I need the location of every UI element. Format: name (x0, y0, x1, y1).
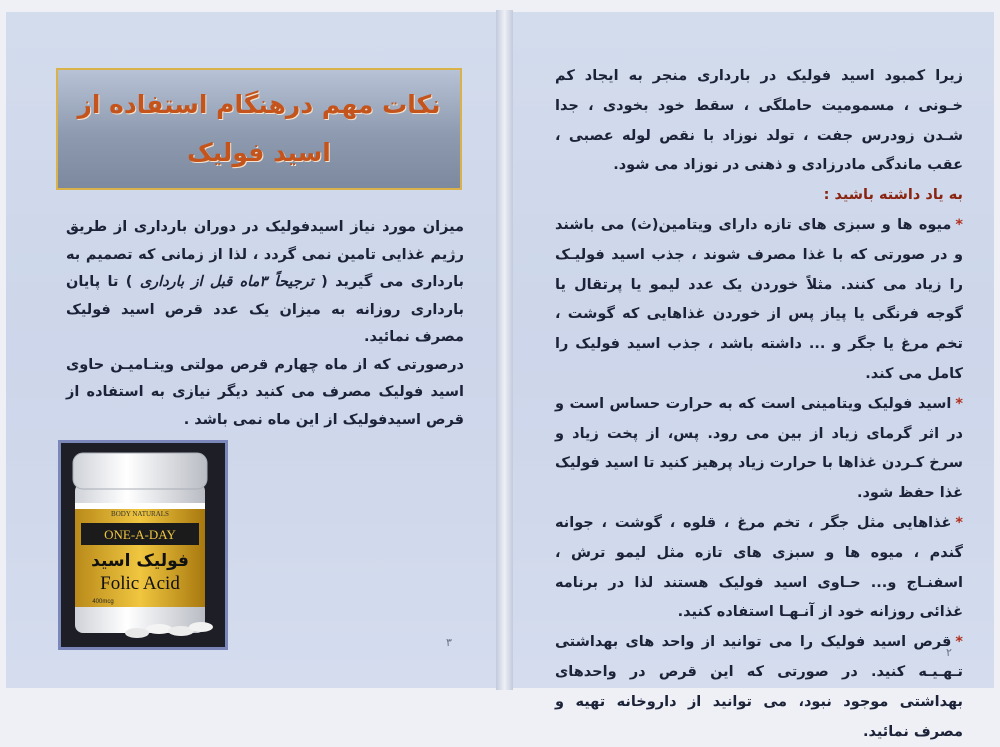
bullet-item (555, 628, 963, 747)
bullet-text: قرص اسید فولیک را می توانید از واحد های بهداشتی تـهـیـه کنید. در صورتی که این قرص در واحدهای بهداشتی موجود نبود، می توانید از داروخانه تهیه و مصرف نمائید. (555, 634, 963, 740)
bottle-persian-name: فولیک اسید (91, 551, 189, 571)
para1-text-a: میزان مورد نیاز اسیدفولیک در دوران بارداری از طریق رژیم غذایی تامین نمی گردد ، لذا از زمانی که تصمیم به بارداری می گیرید ( (66, 219, 464, 290)
bullet-item (555, 509, 963, 628)
bullet-star-icon: * (955, 216, 963, 233)
para1-text-b: ) تا پایان بارداری روزانه به میزان یک عدد قرص اسید فولیک مصرف نمائید. (66, 274, 464, 345)
bullet-item (555, 390, 963, 509)
page-number-left: ۳ (446, 636, 452, 649)
right-body-text (555, 62, 963, 747)
booklet-spine (496, 10, 513, 690)
bottle-line1: ONE-A-DAY (104, 527, 176, 542)
bottle-dose: 400mcg (92, 599, 114, 605)
title-line-2: اسید فولیک (187, 138, 331, 167)
intro-paragraph: زیرا کمبود اسید فولیک در بارداری منجر به ایجاد کم خـونی ، مسمومیت حاملگی ، سقط خود بخودی ، جدا شـدن زودرس جفت ، تولد نوزاد با نقص لوله عصبی ، عقب ماندگی مادرزادی و ذهنی در نوزاد می شود. (555, 68, 963, 174)
page-number-right: ۲ (946, 646, 952, 659)
title-box (56, 68, 462, 190)
bullet-star-icon: * (955, 514, 963, 531)
bullet-star-icon: * (955, 395, 963, 412)
left-body-text (66, 214, 464, 434)
remember-heading: به یاد داشته باشید : (823, 187, 963, 204)
bullet-text: اسید فولیک ویتامینی است که به حرارت حساس است و در اثر گرمای زیاد از بین می رود. پس، از پخت زیاد و سرخ کـردن غذاها با حرارت زیاد پرهیز کنید تا اسید فولیک غذا حفظ شود. (555, 395, 963, 502)
title-line-1: نکات مهم درهنگام استفاده از (77, 90, 441, 119)
folic-acid-bottle-photo (58, 440, 228, 650)
bullet-text: غذاهایی مثل جگر ، تخم مرغ ، قلوه ، گوشت ، جوانه گندم ، میوه ها و سبزی های تازه مثل لیمو ترش ، اسفنـاج و... حـاوی اسید فولیک هستند لذا در برنامه غذائی روزانه خود از آنـهـا استفاده کنید. (555, 514, 963, 621)
bullet-item (555, 211, 963, 390)
bullet-star-icon: * (955, 634, 963, 651)
para1-italic-note: ترجیحاً ۳ماه قبل از بارداری (132, 274, 322, 290)
bottle-brand: BODY NATURALS (111, 510, 169, 518)
bullet-text: میوه ها و سبزی های تازه دارای ویتامین(ث) می باشند و در صورتی که با غذا مصرف شوند ، جذب اسید فولیـک را زیاد می کنند. مثلاً خوردن یک عدد لیمو یا پرتقال یا گوجه فرنگی یا پیاز پس از خوردن غذاهایی که گوشت ، تخم مرغ یا جگر و ... داشته باشد ، جذب اسید فولیک را کامل می کند. (555, 216, 963, 382)
bottle-english-name: Folic Acid (100, 573, 180, 594)
left-paragraph-2: درصورتی که از ماه چهارم قرص مولتی ویتـامیـن حاوی اسید فولیک مصرف می کنید دیگر نیازی به استفاده از قرص اسیدفولیک از این ماه نمی باشد . (66, 356, 464, 428)
left-paragraph-1 (66, 214, 464, 352)
